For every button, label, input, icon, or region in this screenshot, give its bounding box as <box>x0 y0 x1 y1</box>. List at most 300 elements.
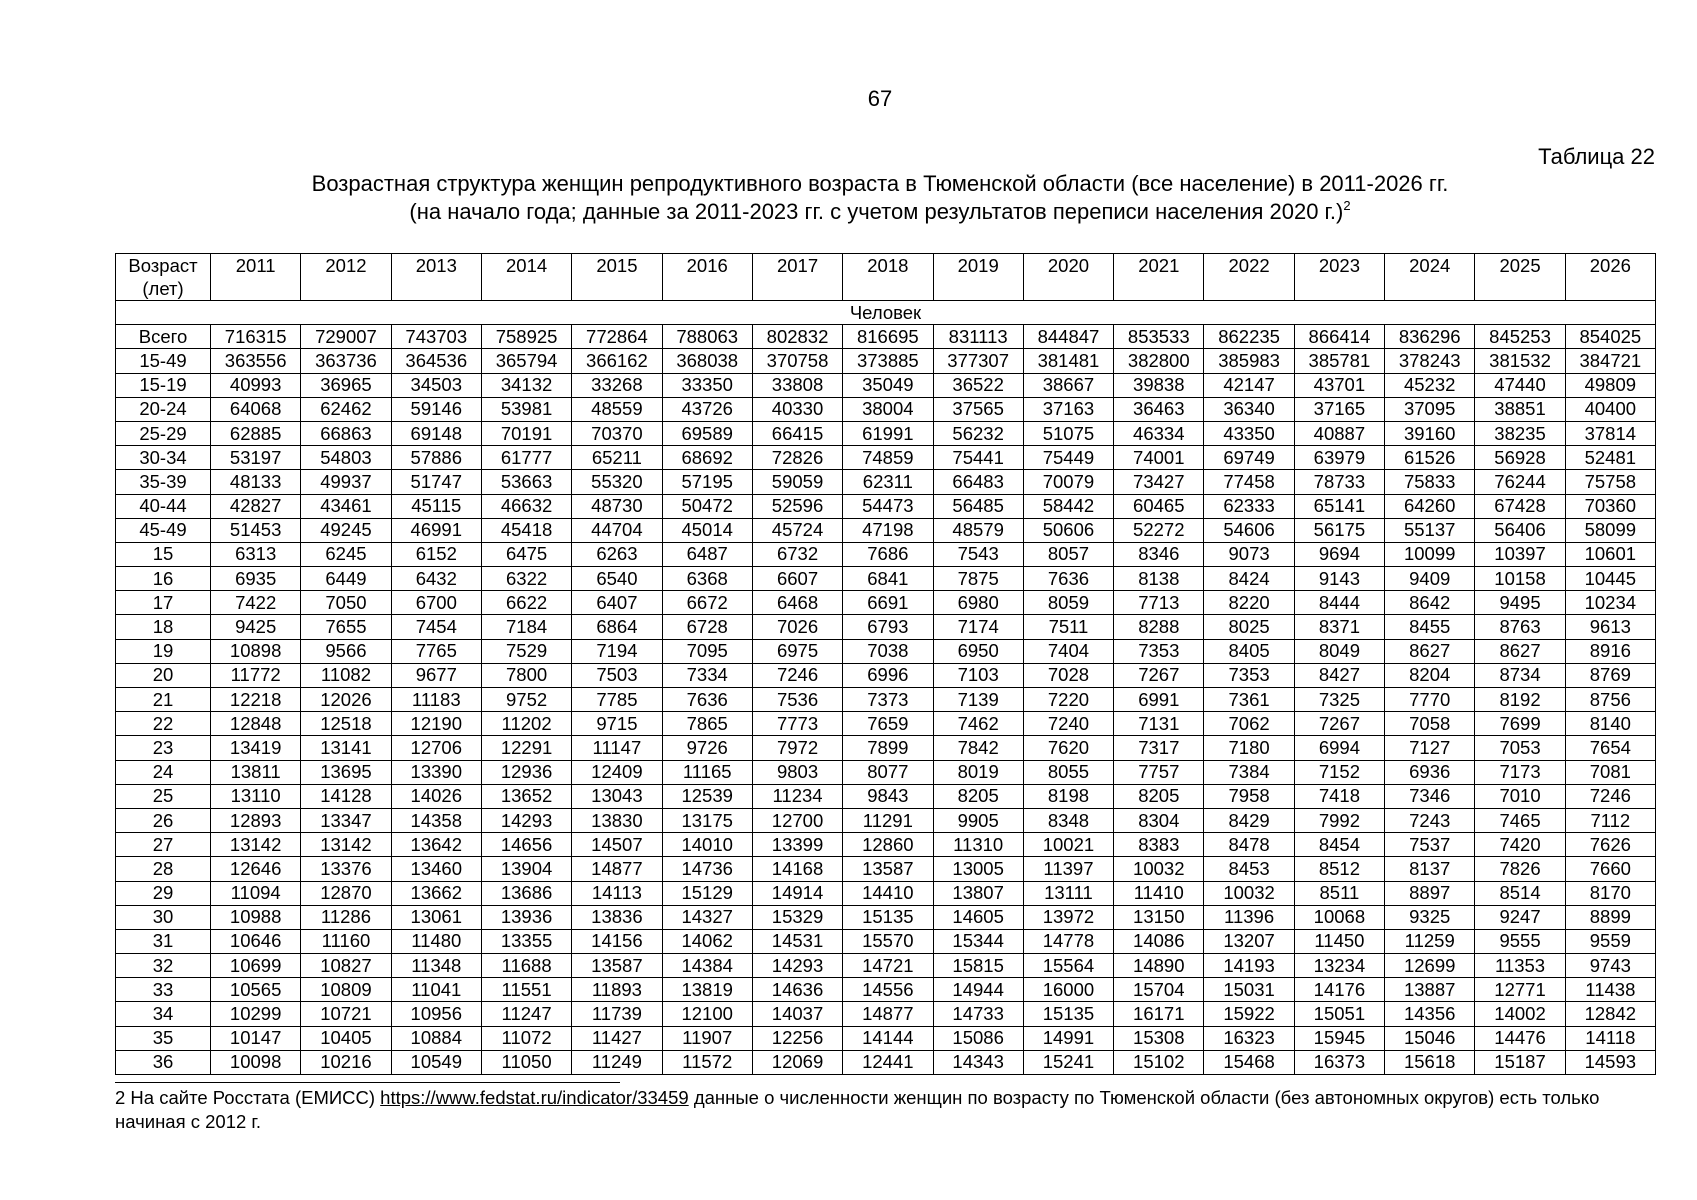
value-cell: 7317 <box>1114 736 1204 760</box>
value-cell: 7529 <box>481 639 571 663</box>
value-cell: 38851 <box>1475 397 1565 421</box>
value-cell: 49937 <box>301 470 391 494</box>
value-cell: 8383 <box>1114 833 1204 857</box>
value-cell: 57195 <box>662 470 752 494</box>
value-cell: 56175 <box>1294 518 1384 542</box>
year-header: 2022 <box>1204 254 1294 301</box>
year-header: 2026 <box>1565 254 1655 301</box>
value-cell: 7826 <box>1475 857 1565 881</box>
value-cell: 7503 <box>572 663 662 687</box>
table-row <box>116 446 1656 470</box>
value-cell: 816695 <box>843 325 933 349</box>
age-cell: 28 <box>116 857 211 881</box>
value-cell: 7770 <box>1385 688 1475 712</box>
value-cell: 15086 <box>933 1026 1023 1050</box>
value-cell: 8427 <box>1294 663 1384 687</box>
value-cell: 7243 <box>1385 808 1475 832</box>
value-cell: 74001 <box>1114 446 1204 470</box>
value-cell: 16373 <box>1294 1050 1384 1074</box>
value-cell: 6991 <box>1114 688 1204 712</box>
age-cell: 40-44 <box>116 494 211 518</box>
value-cell: 9073 <box>1204 542 1294 566</box>
value-cell: 47198 <box>843 518 933 542</box>
table-row <box>116 421 1656 445</box>
value-cell: 75758 <box>1565 470 1655 494</box>
value-cell: 50472 <box>662 494 752 518</box>
value-cell: 7454 <box>391 615 481 639</box>
value-cell: 14062 <box>662 929 752 953</box>
value-cell: 8170 <box>1565 881 1655 905</box>
value-cell: 7353 <box>1114 639 1204 663</box>
value-cell: 8444 <box>1294 591 1384 615</box>
age-cell: 35 <box>116 1026 211 1050</box>
value-cell: 9743 <box>1565 954 1655 978</box>
value-cell: 12069 <box>752 1050 842 1074</box>
value-cell: 14991 <box>1023 1026 1113 1050</box>
value-cell: 15135 <box>843 905 933 929</box>
value-cell: 8763 <box>1475 615 1565 639</box>
value-cell: 6980 <box>933 591 1023 615</box>
value-cell: 59059 <box>752 470 842 494</box>
value-cell: 14193 <box>1204 954 1294 978</box>
value-cell: 13695 <box>301 760 391 784</box>
value-cell: 13807 <box>933 881 1023 905</box>
value-cell: 9559 <box>1565 929 1655 953</box>
value-cell: 14877 <box>572 857 662 881</box>
value-cell: 7152 <box>1294 760 1384 784</box>
table-row <box>116 784 1656 808</box>
value-cell: 6432 <box>391 567 481 591</box>
value-cell: 7465 <box>1475 808 1565 832</box>
value-cell: 11183 <box>391 688 481 712</box>
value-cell: 14010 <box>662 833 752 857</box>
value-cell: 7062 <box>1204 712 1294 736</box>
value-cell: 14531 <box>752 929 842 953</box>
value-cell: 7139 <box>933 688 1023 712</box>
value-cell: 14410 <box>843 881 933 905</box>
value-cell: 862235 <box>1204 325 1294 349</box>
value-cell: 12706 <box>391 736 481 760</box>
age-cell: 18 <box>116 615 211 639</box>
value-cell: 48133 <box>211 470 301 494</box>
value-cell: 14144 <box>843 1026 933 1050</box>
value-cell: 7992 <box>1294 808 1384 832</box>
value-cell: 7346 <box>1385 784 1475 808</box>
value-cell: 9694 <box>1294 542 1384 566</box>
value-cell: 12441 <box>843 1050 933 1074</box>
value-cell: 38235 <box>1475 421 1565 445</box>
age-cell: 30 <box>116 905 211 929</box>
value-cell: 11165 <box>662 760 752 784</box>
value-cell: 13662 <box>391 881 481 905</box>
value-cell: 743703 <box>391 325 481 349</box>
value-cell: 16000 <box>1023 978 1113 1002</box>
value-cell: 15815 <box>933 954 1023 978</box>
value-cell: 54803 <box>301 446 391 470</box>
value-cell: 13587 <box>843 857 933 881</box>
age-cell: 24 <box>116 760 211 784</box>
value-cell: 8220 <box>1204 591 1294 615</box>
age-column-header: Возраст (лет) <box>116 254 211 301</box>
value-cell: 7026 <box>752 615 842 639</box>
value-cell: 46334 <box>1114 421 1204 445</box>
value-cell: 14877 <box>843 1002 933 1026</box>
value-cell: 7112 <box>1565 808 1655 832</box>
value-cell: 11247 <box>481 1002 571 1026</box>
age-cell: 34 <box>116 1002 211 1026</box>
value-cell: 10158 <box>1475 567 1565 591</box>
value-cell: 48559 <box>572 397 662 421</box>
value-cell: 43701 <box>1294 373 1384 397</box>
value-cell: 13355 <box>481 929 571 953</box>
value-cell: 49245 <box>301 518 391 542</box>
value-cell: 10397 <box>1475 542 1565 566</box>
value-cell: 788063 <box>662 325 752 349</box>
value-cell: 11893 <box>572 978 662 1002</box>
value-cell: 6368 <box>662 567 752 591</box>
value-cell: 14507 <box>572 833 662 857</box>
age-cell: 33 <box>116 978 211 1002</box>
value-cell: 50606 <box>1023 518 1113 542</box>
value-cell: 7194 <box>572 639 662 663</box>
value-cell: 6935 <box>211 567 301 591</box>
value-cell: 9613 <box>1565 615 1655 639</box>
value-cell: 13460 <box>391 857 481 881</box>
value-cell: 62333 <box>1204 494 1294 518</box>
table-row <box>116 954 1656 978</box>
value-cell: 13642 <box>391 833 481 857</box>
value-cell: 12409 <box>572 760 662 784</box>
year-header: 2015 <box>572 254 662 301</box>
value-cell: 378243 <box>1385 349 1475 373</box>
value-cell: 75833 <box>1385 470 1475 494</box>
value-cell: 12860 <box>843 833 933 857</box>
value-cell: 11082 <box>301 663 391 687</box>
value-cell: 52596 <box>752 494 842 518</box>
value-cell: 14733 <box>933 1002 1023 1026</box>
age-cell: 35-39 <box>116 470 211 494</box>
value-cell: 67428 <box>1475 494 1565 518</box>
value-cell: 42827 <box>211 494 301 518</box>
value-cell: 7875 <box>933 567 1023 591</box>
value-cell: 7325 <box>1294 688 1384 712</box>
value-cell: 831113 <box>933 325 1023 349</box>
value-cell: 7686 <box>843 542 933 566</box>
value-cell: 10809 <box>301 978 391 1002</box>
value-cell: 363556 <box>211 349 301 373</box>
value-cell: 7174 <box>933 615 1023 639</box>
value-cell: 60465 <box>1114 494 1204 518</box>
value-cell: 61777 <box>481 446 571 470</box>
value-cell: 7636 <box>662 688 752 712</box>
value-cell: 10646 <box>211 929 301 953</box>
value-cell: 7334 <box>662 663 752 687</box>
value-cell: 8204 <box>1385 663 1475 687</box>
value-cell: 13972 <box>1023 905 1113 929</box>
age-cell: 19 <box>116 639 211 663</box>
age-structure-table <box>115 253 1656 1075</box>
value-cell: 7058 <box>1385 712 1475 736</box>
value-cell: 53197 <box>211 446 301 470</box>
value-cell: 11438 <box>1565 978 1655 1002</box>
value-cell: 14944 <box>933 978 1023 1002</box>
value-cell: 8025 <box>1204 615 1294 639</box>
table-row <box>116 397 1656 421</box>
value-cell: 7626 <box>1565 833 1655 857</box>
age-cell: Всего <box>116 325 211 349</box>
value-cell: 40993 <box>211 373 301 397</box>
value-cell: 14002 <box>1475 1002 1565 1026</box>
value-cell: 11286 <box>301 905 391 929</box>
value-cell: 14656 <box>481 833 571 857</box>
table-row <box>116 542 1656 566</box>
value-cell: 377307 <box>933 349 1023 373</box>
value-cell: 37165 <box>1294 397 1384 421</box>
value-cell: 6841 <box>843 567 933 591</box>
age-cell: 15 <box>116 542 211 566</box>
age-cell: 29 <box>116 881 211 905</box>
value-cell: 33268 <box>572 373 662 397</box>
value-cell: 11050 <box>481 1050 571 1074</box>
rosstat-link[interactable]: https://www.fedstat.ru/indicator/33459 <box>380 1087 689 1108</box>
value-cell: 8405 <box>1204 639 1294 663</box>
age-cell: 25 <box>116 784 211 808</box>
value-cell: 11291 <box>843 808 933 832</box>
value-cell: 11147 <box>572 736 662 760</box>
value-cell: 6691 <box>843 591 933 615</box>
year-header: 2018 <box>843 254 933 301</box>
unit-row <box>116 301 1656 325</box>
value-cell: 8137 <box>1385 857 1475 881</box>
value-cell: 7537 <box>1385 833 1475 857</box>
value-cell: 75449 <box>1023 446 1113 470</box>
value-cell: 7462 <box>933 712 1023 736</box>
value-cell: 836296 <box>1385 325 1475 349</box>
value-cell: 8454 <box>1294 833 1384 857</box>
value-cell: 13819 <box>662 978 752 1002</box>
footnote-reference: 2 <box>1343 198 1351 213</box>
value-cell: 51453 <box>211 518 301 542</box>
value-cell: 13376 <box>301 857 391 881</box>
age-cell: 25-29 <box>116 421 211 445</box>
value-cell: 6994 <box>1294 736 1384 760</box>
value-cell: 14118 <box>1565 1026 1655 1050</box>
value-cell: 13904 <box>481 857 571 881</box>
value-cell: 13390 <box>391 760 481 784</box>
value-cell: 11041 <box>391 978 481 1002</box>
table-row <box>116 373 1656 397</box>
value-cell: 381532 <box>1475 349 1565 373</box>
value-cell: 368038 <box>662 349 752 373</box>
value-cell: 40400 <box>1565 397 1655 421</box>
value-cell: 8192 <box>1475 688 1565 712</box>
value-cell: 11259 <box>1385 929 1475 953</box>
value-cell: 7620 <box>1023 736 1113 760</box>
value-cell: 7543 <box>933 542 1023 566</box>
value-cell: 76244 <box>1475 470 1565 494</box>
table-row <box>116 663 1656 687</box>
value-cell: 9715 <box>572 712 662 736</box>
value-cell: 53663 <box>481 470 571 494</box>
value-cell: 14156 <box>572 929 662 953</box>
value-cell: 62462 <box>301 397 391 421</box>
value-cell: 11160 <box>301 929 391 953</box>
value-cell: 11348 <box>391 954 481 978</box>
age-cell: 15-19 <box>116 373 211 397</box>
value-cell: 381481 <box>1023 349 1113 373</box>
value-cell: 15570 <box>843 929 933 953</box>
value-cell: 13234 <box>1294 954 1384 978</box>
value-cell: 15129 <box>662 881 752 905</box>
value-cell: 10898 <box>211 639 301 663</box>
value-cell: 7660 <box>1565 857 1655 881</box>
value-cell: 45418 <box>481 518 571 542</box>
value-cell: 8055 <box>1023 760 1113 784</box>
value-cell: 8059 <box>1023 591 1113 615</box>
year-header: 2020 <box>1023 254 1113 301</box>
value-cell: 9803 <box>752 760 842 784</box>
value-cell: 9143 <box>1294 567 1384 591</box>
value-cell: 6996 <box>843 663 933 687</box>
value-cell: 14605 <box>933 905 1023 929</box>
year-header: 2013 <box>391 254 481 301</box>
value-cell: 13836 <box>572 905 662 929</box>
value-cell: 9677 <box>391 663 481 687</box>
value-cell: 6607 <box>752 567 842 591</box>
value-cell: 36340 <box>1204 397 1294 421</box>
value-cell: 15031 <box>1204 978 1294 1002</box>
value-cell: 10032 <box>1204 881 1294 905</box>
value-cell: 12256 <box>752 1026 842 1050</box>
value-cell: 55137 <box>1385 518 1475 542</box>
value-cell: 8756 <box>1565 688 1655 712</box>
value-cell: 6950 <box>933 639 1023 663</box>
value-cell: 37565 <box>933 397 1023 421</box>
value-cell: 33350 <box>662 373 752 397</box>
value-cell: 8371 <box>1294 615 1384 639</box>
value-cell: 65211 <box>572 446 662 470</box>
value-cell: 6487 <box>662 542 752 566</box>
value-cell: 40887 <box>1294 421 1384 445</box>
value-cell: 69148 <box>391 421 481 445</box>
value-cell: 56232 <box>933 421 1023 445</box>
value-cell: 34132 <box>481 373 571 397</box>
value-cell: 8140 <box>1565 712 1655 736</box>
value-cell: 6936 <box>1385 760 1475 784</box>
value-cell: 9409 <box>1385 567 1475 591</box>
value-cell: 12936 <box>481 760 571 784</box>
value-cell: 9425 <box>211 615 301 639</box>
value-cell: 69749 <box>1204 446 1294 470</box>
value-cell: 13141 <box>301 736 391 760</box>
year-header: 2011 <box>211 254 301 301</box>
year-header: 2021 <box>1114 254 1204 301</box>
value-cell: 68692 <box>662 446 752 470</box>
value-cell: 7654 <box>1565 736 1655 760</box>
value-cell: 13587 <box>572 954 662 978</box>
value-cell: 15704 <box>1114 978 1204 1002</box>
footnote-text-suffix: данные о численности женщин по возрасту по Тюменской области (без автономных округов) есть только начиная с 2012 г. <box>115 1087 1600 1132</box>
value-cell: 12218 <box>211 688 301 712</box>
value-cell: 13207 <box>1204 929 1294 953</box>
value-cell: 7246 <box>752 663 842 687</box>
age-cell: 36 <box>116 1050 211 1074</box>
value-cell: 12842 <box>1565 1002 1655 1026</box>
value-cell: 385781 <box>1294 349 1384 373</box>
value-cell: 6672 <box>662 591 752 615</box>
year-header: 2019 <box>933 254 1023 301</box>
value-cell: 14736 <box>662 857 752 881</box>
table-row <box>116 736 1656 760</box>
value-cell: 7184 <box>481 615 571 639</box>
value-cell: 10549 <box>391 1050 481 1074</box>
value-cell: 72826 <box>752 446 842 470</box>
value-cell: 6245 <box>301 542 391 566</box>
value-cell: 11688 <box>481 954 571 978</box>
value-cell: 42147 <box>1204 373 1294 397</box>
value-cell: 10405 <box>301 1026 391 1050</box>
value-cell: 9566 <box>301 639 391 663</box>
value-cell: 7220 <box>1023 688 1113 712</box>
value-cell: 7081 <box>1565 760 1655 784</box>
table-row <box>116 494 1656 518</box>
table-row <box>116 470 1656 494</box>
value-cell: 8627 <box>1475 639 1565 663</box>
value-cell: 13061 <box>391 905 481 929</box>
value-cell: 10827 <box>301 954 391 978</box>
value-cell: 10021 <box>1023 833 1113 857</box>
value-cell: 46991 <box>391 518 481 542</box>
value-cell: 844847 <box>1023 325 1113 349</box>
value-cell: 13347 <box>301 808 391 832</box>
value-cell: 716315 <box>211 325 301 349</box>
value-cell: 11772 <box>211 663 301 687</box>
value-cell: 15329 <box>752 905 842 929</box>
value-cell: 6449 <box>301 567 391 591</box>
value-cell: 61991 <box>843 421 933 445</box>
age-cell: 31 <box>116 929 211 953</box>
value-cell: 11410 <box>1114 881 1204 905</box>
table-row <box>116 349 1656 373</box>
value-cell: 14636 <box>752 978 842 1002</box>
value-cell: 9247 <box>1475 905 1565 929</box>
value-cell: 8424 <box>1204 567 1294 591</box>
value-cell: 9905 <box>933 808 1023 832</box>
value-cell: 11249 <box>572 1050 662 1074</box>
caption-line-2-text: (на начало года; данные за 2011-2023 гг. с учетом результатов переписи населения 2020 г.) <box>409 199 1344 224</box>
year-header: 2017 <box>752 254 842 301</box>
value-cell: 11202 <box>481 712 571 736</box>
value-cell: 6732 <box>752 542 842 566</box>
value-cell: 48730 <box>572 494 662 518</box>
value-cell: 69589 <box>662 421 752 445</box>
value-cell: 12699 <box>1385 954 1475 978</box>
value-cell: 65141 <box>1294 494 1384 518</box>
value-cell: 51075 <box>1023 421 1113 445</box>
year-header: 2025 <box>1475 254 1565 301</box>
value-cell: 15945 <box>1294 1026 1384 1050</box>
value-cell: 7958 <box>1204 784 1294 808</box>
table-row <box>116 881 1656 905</box>
value-cell: 10884 <box>391 1026 481 1050</box>
value-cell: 382800 <box>1114 349 1204 373</box>
table-caption <box>0 170 1697 226</box>
value-cell: 8642 <box>1385 591 1475 615</box>
value-cell: 10099 <box>1385 542 1475 566</box>
value-cell: 13175 <box>662 808 752 832</box>
value-cell: 8346 <box>1114 542 1204 566</box>
value-cell: 13005 <box>933 857 1023 881</box>
